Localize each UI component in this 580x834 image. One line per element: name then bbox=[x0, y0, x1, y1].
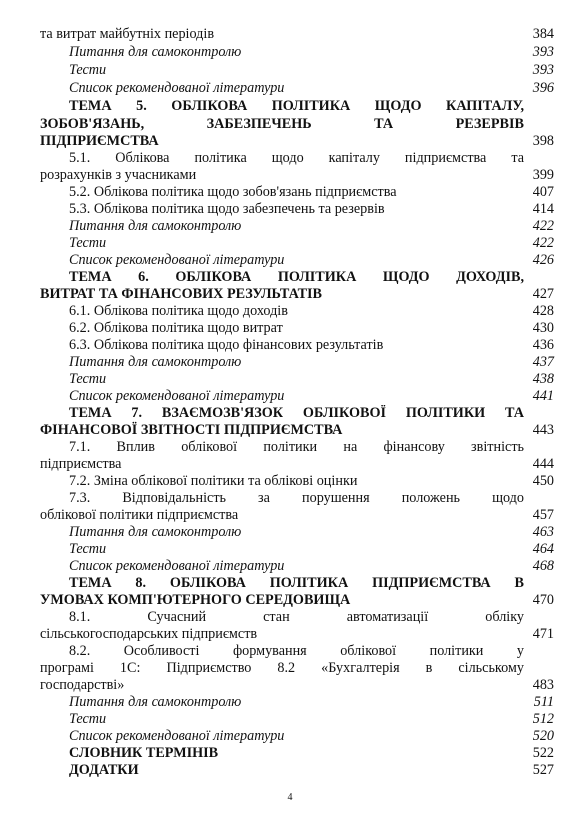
toc-entry bbox=[0, 456, 580, 473]
toc-entry-title: Тести bbox=[69, 62, 107, 78]
toc-entry bbox=[0, 218, 580, 235]
toc-entry-page: 430 bbox=[532, 320, 554, 336]
toc-entry-title: Питання для самоконтролю bbox=[69, 218, 242, 234]
toc-entry-page: 393 bbox=[532, 62, 554, 78]
toc-entry-page: 511 bbox=[533, 694, 554, 710]
toc-entry-title-line2: ФІНАНСОВОЇ ЗВІТНОСТІ ПІДПРИЄМСТВА bbox=[40, 422, 343, 438]
toc-topic-heading bbox=[0, 592, 580, 609]
toc-entry-title-line1: 5.1. Облікова політика щодо капіталу підприємства та bbox=[69, 150, 524, 166]
toc-entry-page: 471 bbox=[532, 626, 554, 642]
toc-entry-title-line1: ТЕМА 5. ОБЛІКОВА ПОЛІТИКА ЩОДО КАПІТАЛУ, bbox=[69, 98, 524, 114]
toc-entry-title-line3: ПІДПРИЄМСТВА bbox=[40, 133, 159, 149]
toc-entry bbox=[0, 303, 580, 320]
toc-entry-page: 483 bbox=[532, 677, 554, 693]
toc-entry-title-line1: 7.3. Відповідальність за порушення положень щодо bbox=[69, 490, 524, 506]
toc-entry bbox=[0, 660, 580, 677]
toc-entry-title: 6.1. Облікова політика щодо доходів bbox=[69, 303, 288, 319]
toc-entry-title: 7.2. Зміна облікової політики та облікові оцінки bbox=[69, 473, 358, 489]
toc-entry-title-line1: 7.1. Вплив облікової політики на фінансову звітність bbox=[69, 439, 524, 455]
toc-entry-page: 437 bbox=[532, 354, 554, 370]
toc-entry bbox=[0, 320, 580, 337]
toc-entry-title: ДОДАТКИ bbox=[69, 762, 139, 778]
toc-entry-title: Тести bbox=[69, 235, 107, 251]
toc-entry-title-line1: ТЕМА 6. ОБЛІКОВА ПОЛІТИКА ЩОДО ДОХОДІВ, bbox=[69, 269, 524, 285]
toc-entry-title-line2: розрахунків з учасниками bbox=[40, 167, 197, 183]
toc-entry-page: 407 bbox=[532, 184, 554, 200]
toc-entry bbox=[0, 252, 580, 269]
toc-entry bbox=[0, 473, 580, 490]
toc-entry bbox=[0, 80, 580, 97]
toc-entry-page: 398 bbox=[532, 133, 554, 149]
toc-entry-page: 384 bbox=[532, 26, 554, 42]
toc-entry-title-line2: програмі 1С: Підприємство 8.2 «Бухгалтерія в сільському bbox=[40, 660, 524, 676]
toc-topic-heading bbox=[0, 269, 580, 286]
toc-entry-title-line2: ВИТРАТ ТА ФІНАНСОВИХ РЕЗУЛЬТАТІВ bbox=[40, 286, 323, 302]
toc-entry bbox=[0, 167, 580, 184]
toc-entry bbox=[0, 762, 580, 779]
toc-entry-page: 396 bbox=[532, 80, 554, 96]
toc-entry-title: та витрат майбутніх періодів bbox=[40, 26, 215, 42]
toc-topic-heading bbox=[0, 133, 580, 150]
toc-entry bbox=[0, 728, 580, 745]
toc-entry bbox=[0, 609, 580, 626]
toc-entry-title: Тести bbox=[69, 711, 107, 727]
toc-entry-title: Список рекомендованої літератури bbox=[69, 388, 285, 404]
toc-entry-title-line2: УМОВАХ КОМП'ЮТЕРНОГО СЕРЕДОВИЩА bbox=[40, 592, 351, 608]
toc-entry bbox=[0, 235, 580, 252]
toc-entry bbox=[0, 711, 580, 728]
toc-entry-title: Питання для самоконтролю bbox=[69, 694, 242, 710]
toc-entry-title-line2: облікової політики підприємства bbox=[40, 507, 239, 523]
toc-topic-heading bbox=[0, 98, 580, 115]
toc-entry bbox=[0, 337, 580, 354]
toc-entry-title: 6.3. Облікова політика щодо фінансових результатів bbox=[69, 337, 384, 353]
toc-entry-title: Список рекомендованої літератури bbox=[69, 558, 285, 574]
toc-entry-page: 441 bbox=[532, 388, 554, 404]
toc-entry bbox=[0, 184, 580, 201]
toc-entry-page: 426 bbox=[532, 252, 554, 268]
toc-entry-title-line1: 8.2. Особливості формування облікової політики у bbox=[69, 643, 524, 659]
toc-entry-page: 422 bbox=[532, 235, 554, 251]
toc-entry bbox=[0, 371, 580, 388]
toc-entry bbox=[0, 694, 580, 711]
toc-entry-page: 414 bbox=[532, 201, 554, 217]
toc-entry-title: Питання для самоконтролю bbox=[69, 44, 242, 60]
toc-entry-title: Питання для самоконтролю bbox=[69, 354, 242, 370]
toc-entry bbox=[0, 201, 580, 218]
toc-entry bbox=[0, 524, 580, 541]
toc-entry-title: Список рекомендованої літератури bbox=[69, 80, 285, 96]
toc-entry-page: 463 bbox=[532, 524, 554, 540]
toc-entry-page: 457 bbox=[532, 507, 554, 523]
toc-entry-title: 6.2. Облікова політика щодо витрат bbox=[69, 320, 283, 336]
toc-entry bbox=[0, 388, 580, 405]
toc-entry-page: 527 bbox=[532, 762, 554, 778]
toc-entry-title: 5.2. Облікова політика щодо зобов'язань підприємства bbox=[69, 184, 397, 200]
toc-entry-page: 470 bbox=[532, 592, 554, 608]
page-number: 4 bbox=[287, 792, 293, 803]
toc-entry-page: 444 bbox=[532, 456, 554, 472]
toc-entry-title-line2: ЗОБОВ'ЯЗАНЬ, ЗАБЕЗПЕЧЕНЬ ТА РЕЗЕРВІВ bbox=[40, 116, 524, 132]
toc-topic-heading bbox=[0, 286, 580, 303]
toc-entry bbox=[0, 745, 580, 762]
toc-entry-title: Тести bbox=[69, 371, 107, 387]
toc-entry bbox=[0, 677, 580, 694]
toc-entry bbox=[0, 507, 580, 524]
toc-entry-title: Список рекомендованої літератури bbox=[69, 252, 285, 268]
toc-entry bbox=[0, 439, 580, 456]
toc-entry bbox=[0, 62, 580, 79]
toc-entry-page: 464 bbox=[532, 541, 554, 557]
toc-entry-page: 422 bbox=[532, 218, 554, 234]
toc-entry bbox=[0, 541, 580, 558]
toc-entry bbox=[0, 150, 580, 167]
toc-entry-page: 520 bbox=[532, 728, 554, 744]
toc-entry-title: Питання для самоконтролю bbox=[69, 524, 242, 540]
toc-entry-page: 436 bbox=[532, 337, 554, 353]
toc-entry bbox=[0, 26, 580, 43]
toc-entry-page: 522 bbox=[532, 745, 554, 761]
toc-entry-title-line2: підприємства bbox=[40, 456, 122, 472]
toc-entry-title-line1: 8.1. Сучасний стан автоматизації обліку bbox=[69, 609, 524, 625]
toc-topic-heading bbox=[0, 405, 580, 422]
toc-topic-heading bbox=[0, 422, 580, 439]
toc-entry bbox=[0, 626, 580, 643]
toc-entry-page: 450 bbox=[532, 473, 554, 489]
toc-entry-title: 5.3. Облікова політика щодо забезпечень та резервів bbox=[69, 201, 385, 217]
toc-entry bbox=[0, 354, 580, 371]
toc-entry bbox=[0, 44, 580, 61]
toc-entry-title-line1: ТЕМА 7. ВЗАЄМОЗВ'ЯЗОК ОБЛІКОВОЇ ПОЛІТИКИ ТА bbox=[69, 405, 524, 421]
toc-entry-title: Тести bbox=[69, 541, 107, 557]
toc-entry-title: СЛОВНИК ТЕРМІНІВ bbox=[69, 745, 219, 761]
toc-entry-page: 399 bbox=[532, 167, 554, 183]
toc-entry bbox=[0, 558, 580, 575]
toc-entry-page: 438 bbox=[532, 371, 554, 387]
toc-entry-page: 512 bbox=[532, 711, 554, 727]
toc-entry-page: 468 bbox=[532, 558, 554, 574]
toc-entry-page: 427 bbox=[532, 286, 554, 302]
toc-topic-heading bbox=[0, 575, 580, 592]
toc-entry-page: 428 bbox=[532, 303, 554, 319]
toc-entry-page: 393 bbox=[532, 44, 554, 60]
toc-entry-title-line2: сільськогосподарських підприємств bbox=[40, 626, 258, 642]
toc-entry-title-line1: ТЕМА 8. ОБЛІКОВА ПОЛІТИКА ПІДПРИЄМСТВА В bbox=[69, 575, 524, 591]
toc-topic-heading bbox=[0, 116, 580, 133]
toc-entry-page: 443 bbox=[532, 422, 554, 438]
toc-entry bbox=[0, 490, 580, 507]
toc-entry bbox=[0, 643, 580, 660]
toc-entry-title-line3: господарстві» bbox=[40, 677, 125, 693]
toc-entry-title: Список рекомендованої літератури bbox=[69, 728, 285, 744]
